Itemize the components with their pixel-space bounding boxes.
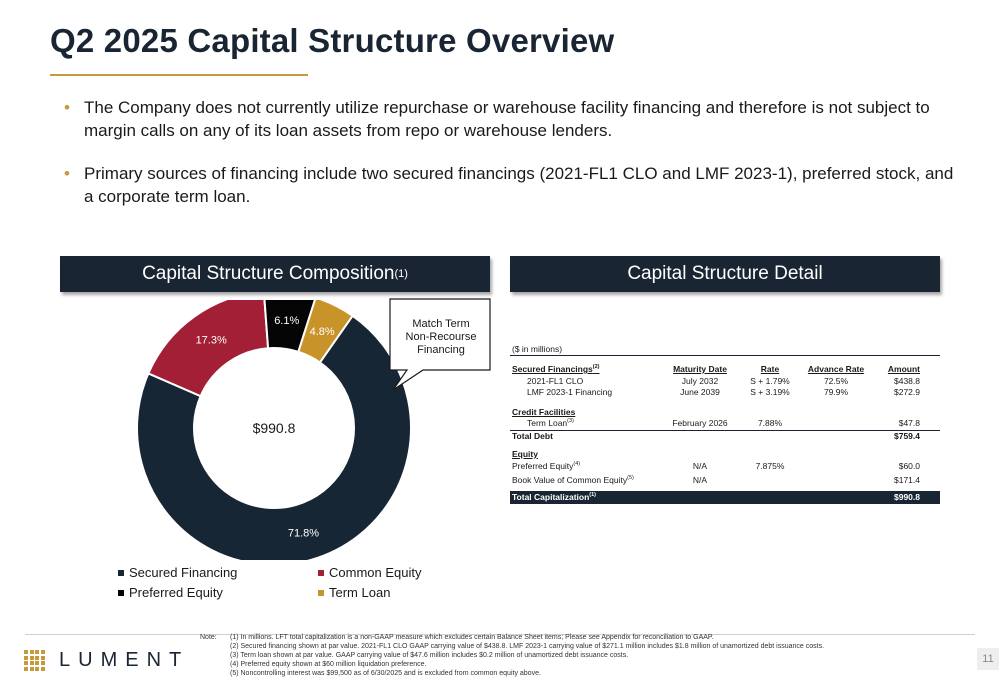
row-amount: $171.4 <box>894 474 920 485</box>
row-rate: S + 3.19% <box>750 387 790 397</box>
table-row <box>510 418 940 430</box>
legend-label: Term Loan <box>329 585 391 600</box>
row-amount: $272.9 <box>894 387 920 397</box>
logo-grid-icon <box>24 650 45 671</box>
logo-text: LUMENT <box>59 649 190 671</box>
total-cap-amount: $990.8 <box>894 491 920 502</box>
detail-header-text: Capital Structure Detail <box>627 263 823 284</box>
company-logo <box>24 649 189 672</box>
col-header-rate: Rate <box>760 364 780 374</box>
section-title-row <box>510 449 940 461</box>
row-rate: 7.88% <box>757 418 783 428</box>
composition-header-text: Capital Structure Composition <box>142 263 395 284</box>
table-row <box>510 475 940 489</box>
legend-item-secured-financing <box>118 565 318 580</box>
row-rate: S + 1.79% <box>750 375 790 386</box>
composition-header <box>60 256 490 292</box>
bullet-dot-icon: • <box>64 164 70 183</box>
bullet-list <box>62 96 967 228</box>
row-label: Preferred Equity$^{(4)}$ <box>512 460 581 471</box>
table-row <box>510 387 940 399</box>
row-maturity: July 2032 <box>681 375 719 386</box>
col-header-label: Secured Financings$^{(2)}$ <box>512 364 600 374</box>
units-label: ($ in millions) <box>510 344 940 356</box>
callout-line: Non-Recourse <box>405 331 477 343</box>
row-maturity: February 2026 <box>672 418 728 428</box>
section-title-credit: Credit Facilities <box>512 406 576 417</box>
legend-label: Preferred Equity <box>129 585 223 600</box>
row-advance: 72.5% <box>823 375 849 386</box>
total-cap-label: Total Capitalization$^{(1)}$ <box>512 491 597 502</box>
legend-item-common-equity <box>318 565 458 580</box>
row-maturity: June 2039 <box>680 387 720 397</box>
total-debt-label: Total Debt <box>512 430 553 441</box>
donut-data-label: 17.3% <box>195 334 227 347</box>
legend-swatch <box>318 570 324 576</box>
footnote-line: (3) Term loan shown at par value. GAAP carrying value of $47.6 million includes $0.2 million of unamortized debt issuance costs. <box>230 652 629 659</box>
legend-item-term-loan <box>318 585 458 600</box>
callout-text <box>392 318 490 357</box>
callout-line: Match Term <box>412 318 470 330</box>
col-header-maturity: Maturity Date <box>673 364 727 374</box>
section-title-row <box>510 407 940 419</box>
total-capitalization-row <box>510 491 940 504</box>
legend-label: Common Equity <box>329 565 422 580</box>
table-header-row <box>510 364 940 376</box>
footnote-line: (5) Noncontrolling interest was $99,500 as of 6/30/2025 and is excluded from common equity above. <box>230 670 541 677</box>
row-label: 2021-FL1 CLO <box>527 375 584 386</box>
row-amount: $60.0 <box>898 460 920 471</box>
title-underline <box>50 74 308 76</box>
row-amount: $438.8 <box>894 375 920 386</box>
row-label: Book Value of Common Equity$^{(5)}$ <box>512 474 634 485</box>
col-header-amount: Amount <box>887 364 920 374</box>
footnote-line: (2) Secured financing shown at par value. 2021-FL1 CLO GAAP carrying value of $438.8. LMF 2023-1 carrying value of $271.1 million includes $1.8 million of unamortized debt issuance costs. <box>230 643 825 650</box>
table-row <box>510 376 940 388</box>
footnote-line: (1) In millions. LFT total capitalization is a non-GAAP measure which excludes certain Balance Sheet items; Please see Appendix for reconciliation to GAAP. <box>230 634 714 641</box>
total-debt-amount: $759.4 <box>894 430 920 441</box>
page-title: Q2 2025 Capital Structure Overview <box>50 22 615 59</box>
donut-data-label: 71.8% <box>287 527 320 540</box>
legend-swatch <box>118 590 124 596</box>
bullet-text: The Company does not currently utilize repurchase or warehouse facility financing and therefore is not subject to margin calls on any of its loan assets from repo or warehouse lenders. <box>84 98 930 140</box>
note-label: Note: <box>200 634 217 641</box>
legend-swatch <box>318 590 324 596</box>
total-debt-row <box>510 430 940 442</box>
footnotes <box>200 633 824 678</box>
donut-slice-common-equity <box>148 300 268 396</box>
section-title-equity: Equity <box>512 449 538 459</box>
callout-line: Financing <box>417 344 465 356</box>
table-row <box>510 461 940 475</box>
footnote-line: (4) Preferred equity shown at $60 million liquidation preference. <box>230 661 427 668</box>
legend-label: Secured Financing <box>129 565 238 580</box>
capital-structure-table <box>510 344 940 504</box>
donut-data-label: 4.8% <box>309 325 335 338</box>
bullet-dot-icon: • <box>64 98 70 117</box>
chart-legend <box>118 565 458 600</box>
row-maturity: N/A <box>692 474 708 485</box>
donut-chart <box>130 300 420 560</box>
row-label: Term Loan$^{(3)}$ <box>527 418 574 428</box>
donut-data-label: 6.1% <box>274 315 300 328</box>
detail-header <box>510 256 940 292</box>
page-number: 11 <box>977 648 999 670</box>
legend-swatch <box>118 570 124 576</box>
row-maturity: N/A <box>692 460 708 471</box>
donut-center-label: $990.8 <box>252 420 296 436</box>
col-header-advance: Advance Rate <box>807 364 865 374</box>
row-label: LMF 2023-1 Financing <box>527 387 613 397</box>
legend-item-preferred-equity <box>118 585 318 600</box>
composition-header-footnote: (1) <box>394 268 408 280</box>
bullet-item <box>62 96 967 142</box>
row-amount: $47.8 <box>898 418 920 428</box>
bullet-text: Primary sources of financing include two secured financings (2021-FL1 CLO and LMF 2023-1), preferred stock, and a corporate term loan. <box>84 164 954 206</box>
row-advance: 79.9% <box>823 387 849 397</box>
bullet-item <box>62 162 967 208</box>
row-rate: 7.875% <box>755 460 785 471</box>
